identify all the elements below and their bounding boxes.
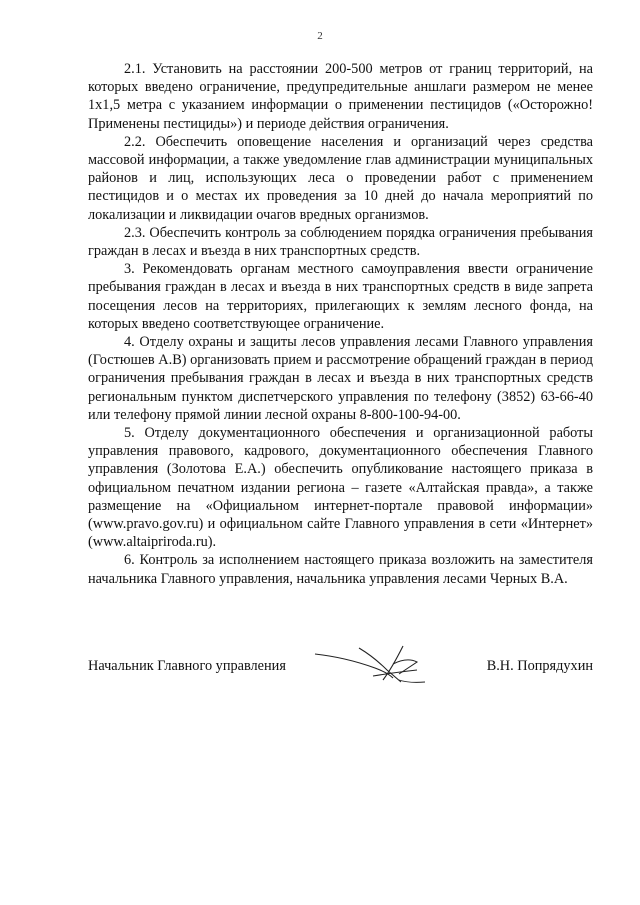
handwritten-signature [313,640,433,686]
paragraph-5: 5. Отделу документационного обеспечения и организационной работы управления правового, кадрового, документационного обеспечения Главного управления (Золотова Е.А.) обеспечить опубликование настоящего приказа в официальном печатном издании региона – газете «Алтайская правда», а также размещение на «Официальном интернет-портале правовой информации» (www.pravo.gov.ru) и официальном сайте Главного управления в сети «Интернет» (www.altaipriroda.ru). [88,425,593,551]
page-number: 2 [317,30,323,42]
paragraph-2-2: 2.2. Обеспечить оповещение населения и организаций через средства массовой информации, а также уведомление глав администрации муниципальных районов и лиц, использующих леса о проведении работ с применением пестицидов и о местах их проведения за 10 дней до начала мероприятий по локализации и ликвидации очагов вредных организмов. [88,133,593,223]
paragraph-6: 6. Контроль за исполнением настоящего приказа возложить на заместителя начальника Главного управления, начальника управления лесами Черных В.А. [88,552,593,587]
signature-block [88,640,593,690]
paragraph-3: 3. Рекомендовать органам местного самоуправления ввести ограничение пребывания граждан в лесах и въезда в них транспортных средств в виде запрета посещения лесов на территориях, прилегающих к землям лесного фонда, на которых введено соответствующее ограничение. [88,261,593,332]
paragraph-2-3: 2.3. Обеспечить контроль за соблюдением порядка ограничения пребывания граждан в лесах и въезда в них транспортных средств. [88,224,593,260]
paragraph-2-1: 2.1. Установить на расстоянии 200-500 метров от границ территорий, на которых введено ограничение, предупредительные аншлаги размером не менее 1х1,5 метра с указанием информации о применении пестицидов («Осторожно! Применены пестициды») и периоде действия ограничения. [88,61,593,132]
paragraph-4: 4. Отделу охраны и защиты лесов управления лесами Главного управления (Гостюшев А.В) организовать прием и рассмотрение обращений граждан в период ограничения пребывания граждан в лесах и въезда в них транспортных средств региональным пунктом диспетчерского управления по телефону (3852) 63-66-40 или телефону прямой линии лесной охраны 8-800-100-94-00. [88,334,593,423]
signatory-title: Начальник Главного управления [88,658,286,674]
signatory-name: В.Н. Попрядухин [486,658,593,674]
document-body [88,60,593,588]
